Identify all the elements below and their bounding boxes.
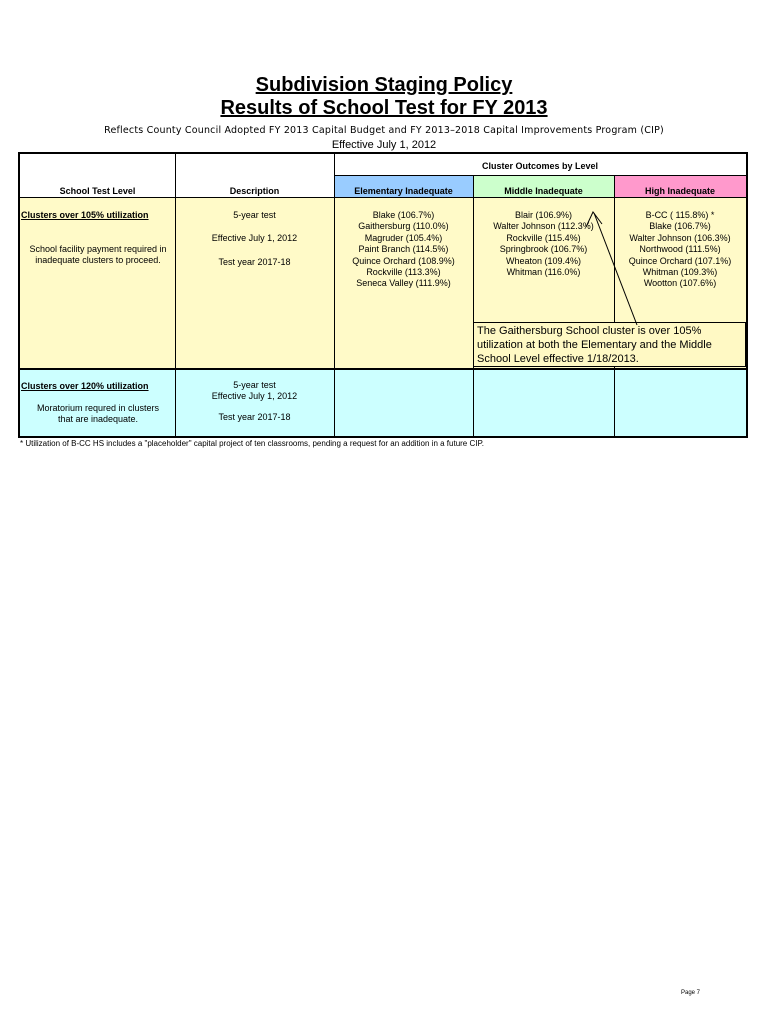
list-item: Whitman (109.3%) — [642, 267, 718, 278]
row2-description — [175, 380, 334, 423]
grid-line — [20, 197, 746, 198]
row1-level-note: School facility payment required in inadequate clusters to proceed. — [29, 244, 167, 266]
row1-desc-line: Effective July 1, 2012 — [211, 233, 298, 244]
list-item: Gaithersburg (110.0%) — [358, 221, 449, 232]
row2-desc-line: Effective July 1, 2012 — [211, 391, 298, 402]
grid-line — [334, 154, 335, 436]
row2-level-note: Moratorium requred in clusters that are inadequate. — [36, 403, 160, 425]
list-item: Blake (106.7%) — [372, 210, 435, 220]
grid-line — [334, 175, 746, 176]
row1-elementary-list — [334, 210, 473, 290]
list-item: Northwood (111.5%) — [639, 244, 721, 255]
arrow-pointer — [580, 205, 650, 330]
document-subtitle-title: Results of School Test for FY 2013 — [220, 97, 548, 119]
row2-level: Clusters over 120% utilization — [21, 381, 149, 391]
list-item: Seneca Valley (111.9%) — [356, 278, 451, 289]
header-cluster-outcomes: Cluster Outcomes by Level — [481, 161, 599, 171]
row1-desc-line: 5-year test — [233, 210, 276, 220]
list-item: Whitman (116.0%) — [506, 267, 581, 278]
row1-desc-line: Test year 2017-18 — [218, 256, 291, 267]
list-item: Quince Orchard (107.1%) — [628, 255, 732, 266]
list-item: B-CC ( 115.8%) * — [645, 210, 715, 220]
list-item: Rockville (115.4%) — [506, 232, 581, 243]
effective-date: Effective July 1, 2012 — [331, 139, 437, 151]
header-school-test-level: School Test Level — [59, 186, 136, 196]
page-number: Page 7 — [681, 990, 701, 996]
header-description: Description — [229, 186, 280, 196]
header-high: High Inadequate — [644, 186, 715, 196]
list-item: Walter Johnson (112.3%) — [493, 221, 594, 232]
row1-level: Clusters over 105% utilization — [21, 210, 149, 220]
list-item: Quince Orchard (108.9%) — [352, 255, 455, 266]
header-elementary: Elementary Inadequate — [354, 186, 453, 196]
list-item: Paint Branch (114.5%) — [358, 244, 449, 255]
list-item: Wheaton (109.4%) — [505, 255, 582, 266]
row2-desc-line: Test year 2017-18 — [218, 411, 291, 422]
document-title: Subdivision Staging Policy — [255, 74, 513, 96]
list-item: Springbrook (106.7%) — [499, 244, 588, 255]
row2-desc-line: 5-year test — [233, 380, 276, 390]
footnote: * Utilization of B-CC HS includes a "placeholder" capital project of ten classrooms, pending a request for an addition in a future CIP. — [20, 439, 485, 448]
header-middle: Middle Inadequate — [504, 186, 583, 196]
grid-line — [20, 368, 746, 370]
row1-description — [175, 210, 334, 268]
list-item: Rockville (113.3%) — [366, 267, 441, 278]
list-item: Walter Johnson (106.3%) — [629, 232, 731, 243]
list-item: Magruder (105.4%) — [364, 232, 443, 243]
budget-reference: Reflects County Council Adopted FY 2013 Capital Budget and FY 2013–2018 Capital Improvements Program (CIP) — [104, 125, 664, 136]
gaithersburg-note-box: The Gaithersburg School cluster is over 105% utilization at both the Elementary and the Middle School Level effective 1/18/2013. — [473, 322, 746, 367]
list-item: Blake (106.7%) — [649, 221, 711, 232]
list-item: Blair (106.9%) — [514, 210, 573, 220]
list-item: Wootton (107.6%) — [643, 278, 717, 289]
